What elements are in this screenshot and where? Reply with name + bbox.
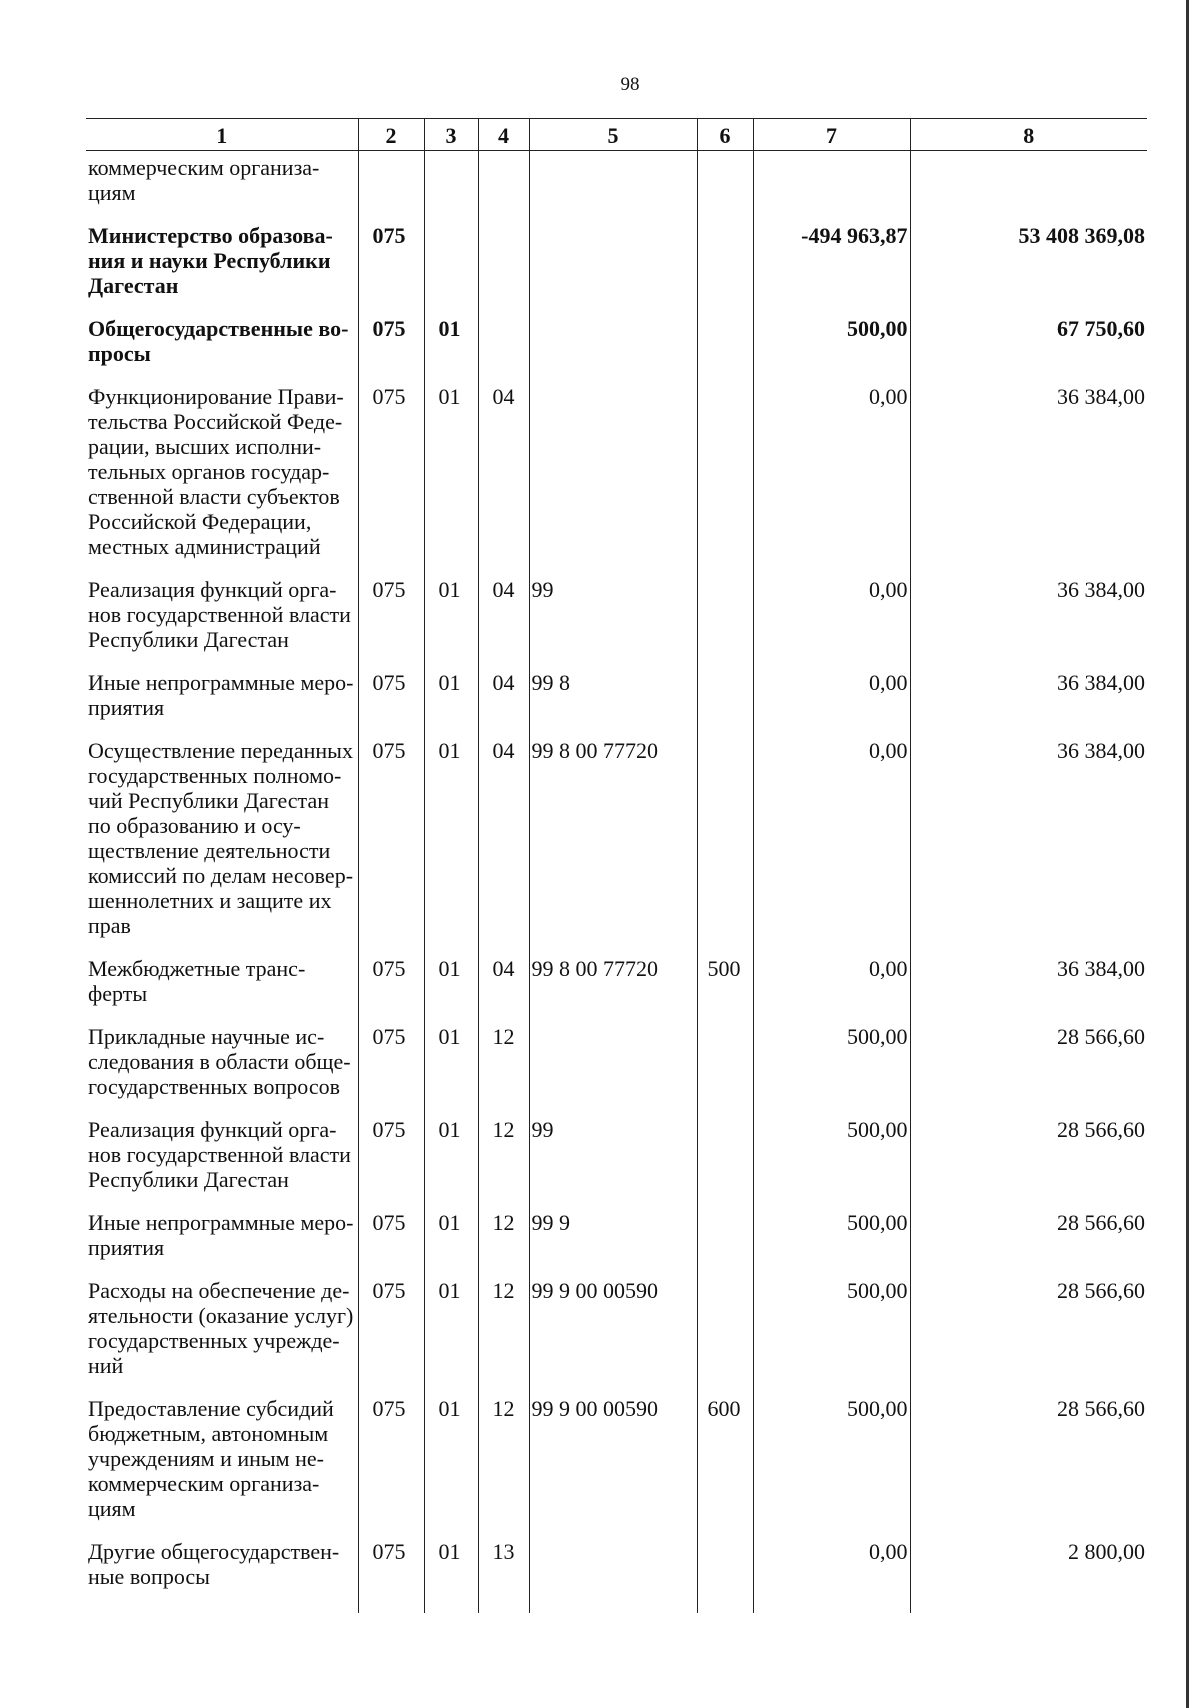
change-amount: 0,00 xyxy=(753,1539,910,1613)
item-name: Межбюджетные транс- ферты xyxy=(88,956,306,1006)
table-row xyxy=(86,1396,1147,1539)
table-row xyxy=(86,670,1147,738)
expense-type-code: 600 xyxy=(697,1396,753,1539)
table-row xyxy=(86,1539,1147,1613)
expense-type-code xyxy=(697,577,753,670)
table-row xyxy=(86,738,1147,956)
section-code xyxy=(424,151,478,224)
change-amount: 0,00 xyxy=(753,384,910,577)
ministry-code: 075 xyxy=(358,384,424,577)
table-row xyxy=(86,1117,1147,1210)
subsection-code: 12 xyxy=(478,1396,529,1539)
ministry-code: 075 xyxy=(358,1210,424,1278)
section-code: 01 xyxy=(424,1024,478,1117)
budget-table xyxy=(86,118,1147,1613)
target-item-code: 99 8 00 77720 xyxy=(529,738,697,956)
budget-table-container xyxy=(86,118,1147,1613)
subsection-code xyxy=(478,223,529,316)
table-row xyxy=(86,151,1147,224)
target-item-code: 99 8 00 77720 xyxy=(529,956,697,1024)
column-header: 2 xyxy=(358,119,424,151)
section-code: 01 xyxy=(424,1539,478,1613)
total-amount: 28 566,60 xyxy=(910,1396,1147,1539)
ministry-code: 075 xyxy=(358,577,424,670)
item-name: Реализация функций орга- нов государственной власти Республики Дагестан xyxy=(88,577,351,652)
section-code: 01 xyxy=(424,670,478,738)
change-amount: 500,00 xyxy=(753,1117,910,1210)
item-name: Другие общегосударствен- ные вопросы xyxy=(88,1539,340,1589)
total-amount: 36 384,00 xyxy=(910,738,1147,956)
expense-type-code xyxy=(697,670,753,738)
change-amount xyxy=(753,151,910,224)
expense-type-code xyxy=(697,1117,753,1210)
change-amount: 0,00 xyxy=(753,577,910,670)
total-amount: 36 384,00 xyxy=(910,670,1147,738)
section-code: 01 xyxy=(424,1210,478,1278)
change-amount: 0,00 xyxy=(753,738,910,956)
column-header: 1 xyxy=(86,119,358,151)
total-amount: 36 384,00 xyxy=(910,384,1147,577)
column-header: 6 xyxy=(697,119,753,151)
ministry-code: 075 xyxy=(358,1278,424,1396)
total-amount: 36 384,00 xyxy=(910,577,1147,670)
item-name: Министерство образова- ния и науки Республики Дагестан xyxy=(88,223,333,298)
ministry-code: 075 xyxy=(358,223,424,316)
expense-type-code xyxy=(697,1024,753,1117)
target-item-code: 99 9 xyxy=(529,1210,697,1278)
target-item-code: 99 9 00 00590 xyxy=(529,1278,697,1396)
column-header: 8 xyxy=(910,119,1147,151)
item-name: Расходы на обеспечение де- ятельности (оказание услуг) государственных учрежде- ний xyxy=(88,1278,354,1378)
target-item-code: 99 xyxy=(529,1117,697,1210)
section-code: 01 xyxy=(424,956,478,1024)
change-amount: 500,00 xyxy=(753,316,910,384)
page-number: 98 xyxy=(620,74,640,95)
change-amount: 0,00 xyxy=(753,670,910,738)
change-amount: 500,00 xyxy=(753,1210,910,1278)
item-name: Осуществление переданных государственных полномо- чий Республики Дагестан по образованию и осу- ществление деятельности комиссий по делам несовер- шеннолетних и защите их прав xyxy=(88,738,354,938)
item-name: Прикладные научные ис- следования в области обще- государственных вопросов xyxy=(88,1024,351,1099)
target-item-code: 99 xyxy=(529,577,697,670)
table-row xyxy=(86,1024,1147,1117)
section-code xyxy=(424,223,478,316)
ministry-code: 075 xyxy=(358,956,424,1024)
ministry-code xyxy=(358,151,424,224)
item-name: Реализация функций орга- нов государственной власти Республики Дагестан xyxy=(88,1117,351,1192)
change-amount: 0,00 xyxy=(753,956,910,1024)
target-item-code xyxy=(529,1024,697,1117)
expense-type-code xyxy=(697,1210,753,1278)
target-item-code xyxy=(529,151,697,224)
expense-type-code xyxy=(697,316,753,384)
subsection-code: 04 xyxy=(478,384,529,577)
item-name: Иные непрограммные меро- приятия xyxy=(88,1210,354,1260)
subsection-code: 13 xyxy=(478,1539,529,1613)
ministry-code: 075 xyxy=(358,670,424,738)
expense-type-code: 500 xyxy=(697,956,753,1024)
expense-type-code xyxy=(697,384,753,577)
item-name: Функционирование Прави- тельства Российской Феде- рации, высших исполни- тельных органов государ- ственной власти субъектов Российской Федерации, местных администраций xyxy=(88,384,344,559)
ministry-code: 075 xyxy=(358,1024,424,1117)
section-code: 01 xyxy=(424,577,478,670)
section-code: 01 xyxy=(424,1278,478,1396)
column-header: 5 xyxy=(529,119,697,151)
ministry-code: 075 xyxy=(358,316,424,384)
section-code: 01 xyxy=(424,1396,478,1539)
total-amount: 28 566,60 xyxy=(910,1117,1147,1210)
target-item-code xyxy=(529,1539,697,1613)
subsection-code: 04 xyxy=(478,738,529,956)
ministry-code: 075 xyxy=(358,1396,424,1539)
section-code: 01 xyxy=(424,1117,478,1210)
subsection-code: 04 xyxy=(478,956,529,1024)
table-header-row xyxy=(86,119,1147,151)
change-amount: 500,00 xyxy=(753,1278,910,1396)
target-item-code xyxy=(529,316,697,384)
expense-type-code xyxy=(697,151,753,224)
subsection-code: 12 xyxy=(478,1024,529,1117)
table-body xyxy=(86,151,1147,1614)
subsection-code xyxy=(478,151,529,224)
subsection-code: 04 xyxy=(478,577,529,670)
item-name: Предоставление субсидий бюджетным, автономным учреждениям и иным не- коммерческим организа- циям xyxy=(88,1396,334,1521)
ministry-code: 075 xyxy=(358,1117,424,1210)
table-row xyxy=(86,956,1147,1024)
change-amount: -494 963,87 xyxy=(753,223,910,316)
section-code: 01 xyxy=(424,384,478,577)
section-code: 01 xyxy=(424,316,478,384)
item-name: коммерческим организа- циям xyxy=(88,155,320,205)
total-amount: 36 384,00 xyxy=(910,956,1147,1024)
table-row xyxy=(86,384,1147,577)
subsection-code: 12 xyxy=(478,1117,529,1210)
section-code: 01 xyxy=(424,738,478,956)
column-header: 7 xyxy=(753,119,910,151)
subsection-code: 12 xyxy=(478,1278,529,1396)
total-amount: 28 566,60 xyxy=(910,1024,1147,1117)
target-item-code xyxy=(529,223,697,316)
table-row xyxy=(86,223,1147,316)
change-amount: 500,00 xyxy=(753,1024,910,1117)
ministry-code: 075 xyxy=(358,738,424,956)
change-amount: 500,00 xyxy=(753,1396,910,1539)
target-item-code: 99 9 00 00590 xyxy=(529,1396,697,1539)
total-amount: 2 800,00 xyxy=(910,1539,1147,1613)
target-item-code: 99 8 xyxy=(529,670,697,738)
target-item-code xyxy=(529,384,697,577)
table-row xyxy=(86,1278,1147,1396)
table-row xyxy=(86,316,1147,384)
subsection-code xyxy=(478,316,529,384)
column-header: 3 xyxy=(424,119,478,151)
total-amount: 53 408 369,08 xyxy=(910,223,1147,316)
total-amount: 28 566,60 xyxy=(910,1210,1147,1278)
total-amount xyxy=(910,151,1147,224)
subsection-code: 04 xyxy=(478,670,529,738)
total-amount: 67 750,60 xyxy=(910,316,1147,384)
scan-edge-line xyxy=(1186,0,1189,1708)
item-name: Общегосударственные во- просы xyxy=(88,316,349,366)
subsection-code: 12 xyxy=(478,1210,529,1278)
expense-type-code xyxy=(697,738,753,956)
total-amount: 28 566,60 xyxy=(910,1278,1147,1396)
expense-type-code xyxy=(697,1278,753,1396)
expense-type-code xyxy=(697,223,753,316)
table-row xyxy=(86,577,1147,670)
item-name: Иные непрограммные меро- приятия xyxy=(88,670,354,720)
expense-type-code xyxy=(697,1539,753,1613)
column-header: 4 xyxy=(478,119,529,151)
table-row xyxy=(86,1210,1147,1278)
ministry-code: 075 xyxy=(358,1539,424,1613)
